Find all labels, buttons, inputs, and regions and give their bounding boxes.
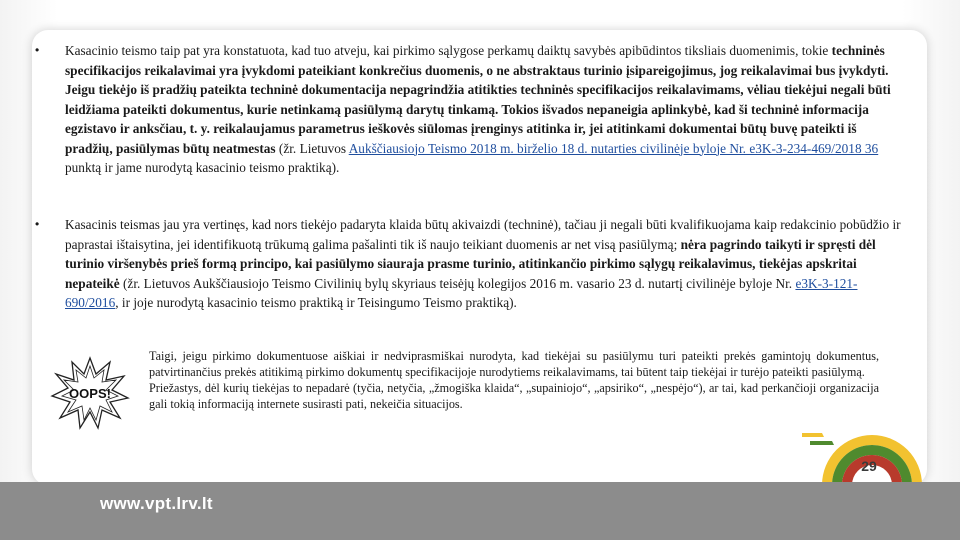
case-reference-link[interactable]: Aukščiausiojo Teismo 2018 m. birželio 18 d. nutarties civilinėje byloje Nr. e3K-3-234-469/2018 36: [348, 140, 879, 156]
bullet-text: [65, 43, 891, 175]
content-card: [32, 30, 927, 485]
plain-text: punktą ir jame nurodytą kasacinio teismo praktiką).: [65, 160, 340, 175]
oops-sketch-icon: [50, 352, 130, 432]
flag-decoration-icon: [802, 425, 927, 485]
bullet-dot: •: [35, 217, 40, 231]
case-reference-link[interactable]: e3K-3-121-690/2016: [65, 275, 858, 310]
note-box: [149, 348, 879, 412]
sketch-label: OOPS!: [69, 386, 111, 401]
bullet-dot: •: [35, 43, 40, 57]
bullet-text: [65, 217, 901, 310]
bold-text: nėra pagrindo taikyti ir spręsti dėl turinio viršenybės prieš formą principo, kai pasiūlymo siauraja prasme turinio, atitinkančio pirkimo sąlygų reikalavimus, tiekėjas apskritai nepateikė: [65, 236, 876, 291]
bullet-paragraph-1: [35, 41, 905, 178]
note-paragraph-1: Taigi, jeigu pirkimo dokumentuose aiškiai ir nedviprasmiškai nurodyta, kad tiekėjai su pasiūlymu turi pateikti prekės gamintojų dokumentus, patvirtinančius prekės atitikimą pirkimo dokumentų specifikacijoje nurodytiems reikalavimams, tai būtent taip tiekėjai ir turėjo pateikti pasiūlymą.: [149, 349, 879, 379]
footer-bar: [0, 482, 960, 540]
page-number: 29: [861, 458, 877, 474]
flag-stripe-yellow: [802, 433, 824, 437]
plain-text: (žr. Lietuvos: [275, 140, 349, 156]
flag-stripe-green: [810, 441, 834, 445]
plain-text: (žr. Lietuvos Aukščiausiojo Teismo Civilinių bylų skyriaus teisėjų kolegijos 2016 m. vasario 23 d. nutartį civilinėje byloje Nr.: [119, 275, 796, 291]
plain-text: Kasacinis teismas jau yra vertinęs, kad nors tiekėjo padaryta klaida būtų akivaizdi (techninė), tačiau ji negali būti kvalifikuojama kaip redakcinio pobūdžio ir paprastai ištaisytina, jei identifikuotą trūkumą galima pašalinti tik iš naujo teikiant duomenis ar net visą pasiūlymą;: [65, 217, 901, 252]
plain-text: , ir joje nurodytą kasacinio teismo praktiką ir Teisingumo Teismo praktiką).: [115, 295, 517, 310]
plain-text: Kasacinio teismo taip pat yra konstatuota, kad tuo atveju, kai pirkimo sąlygose perkamų daiktų savybės apibūdintos tiksliais duomenimis, tokie: [65, 43, 832, 58]
bold-text: techninės specifikacijos reikalavimai yra įvykdomi pateikiant konkrečius duomenis, o ne abstraktaus turinio įsipareigojimus, jog reikalavimai bus įvykdyti. Jeigu tiekėjo iš pradžių pateikta techninė dokumentacija nepagrindžia atitikties techninės specifikacijos reikalavimams, vėliau tiekėjui negali būti leidžiama pateikti dokumentus, kurie netinkamą pasiūlymą darytų tinkamą. Tokios išvados nepaneigia aplinkybė, kad ši techninė informacija egzistavo ir anksčiau, t. y. reikalaujamus parametrus ieškovės siūlomas įrenginys atitinka ir, jei atitinkami dokumentai būtų buvę pateikti iš pradžių, pasiūlymas būtų neatmestas: [65, 43, 891, 156]
bullet-paragraph-2: [35, 215, 905, 313]
note-paragraph-2: Priežastys, dėl kurių tiekėjas to nepadarė (tyčia, netyčia, „žmogiška klaida“, „supainiojo“, „apsiriko“, „nespėjo“), ar tai, kad perkančioji organizacija gali tokią informaciją internete susirasti pati, nekeičia situacijos.: [149, 381, 879, 411]
footer-url-link[interactable]: www.vpt.lrv.lt: [100, 494, 213, 513]
